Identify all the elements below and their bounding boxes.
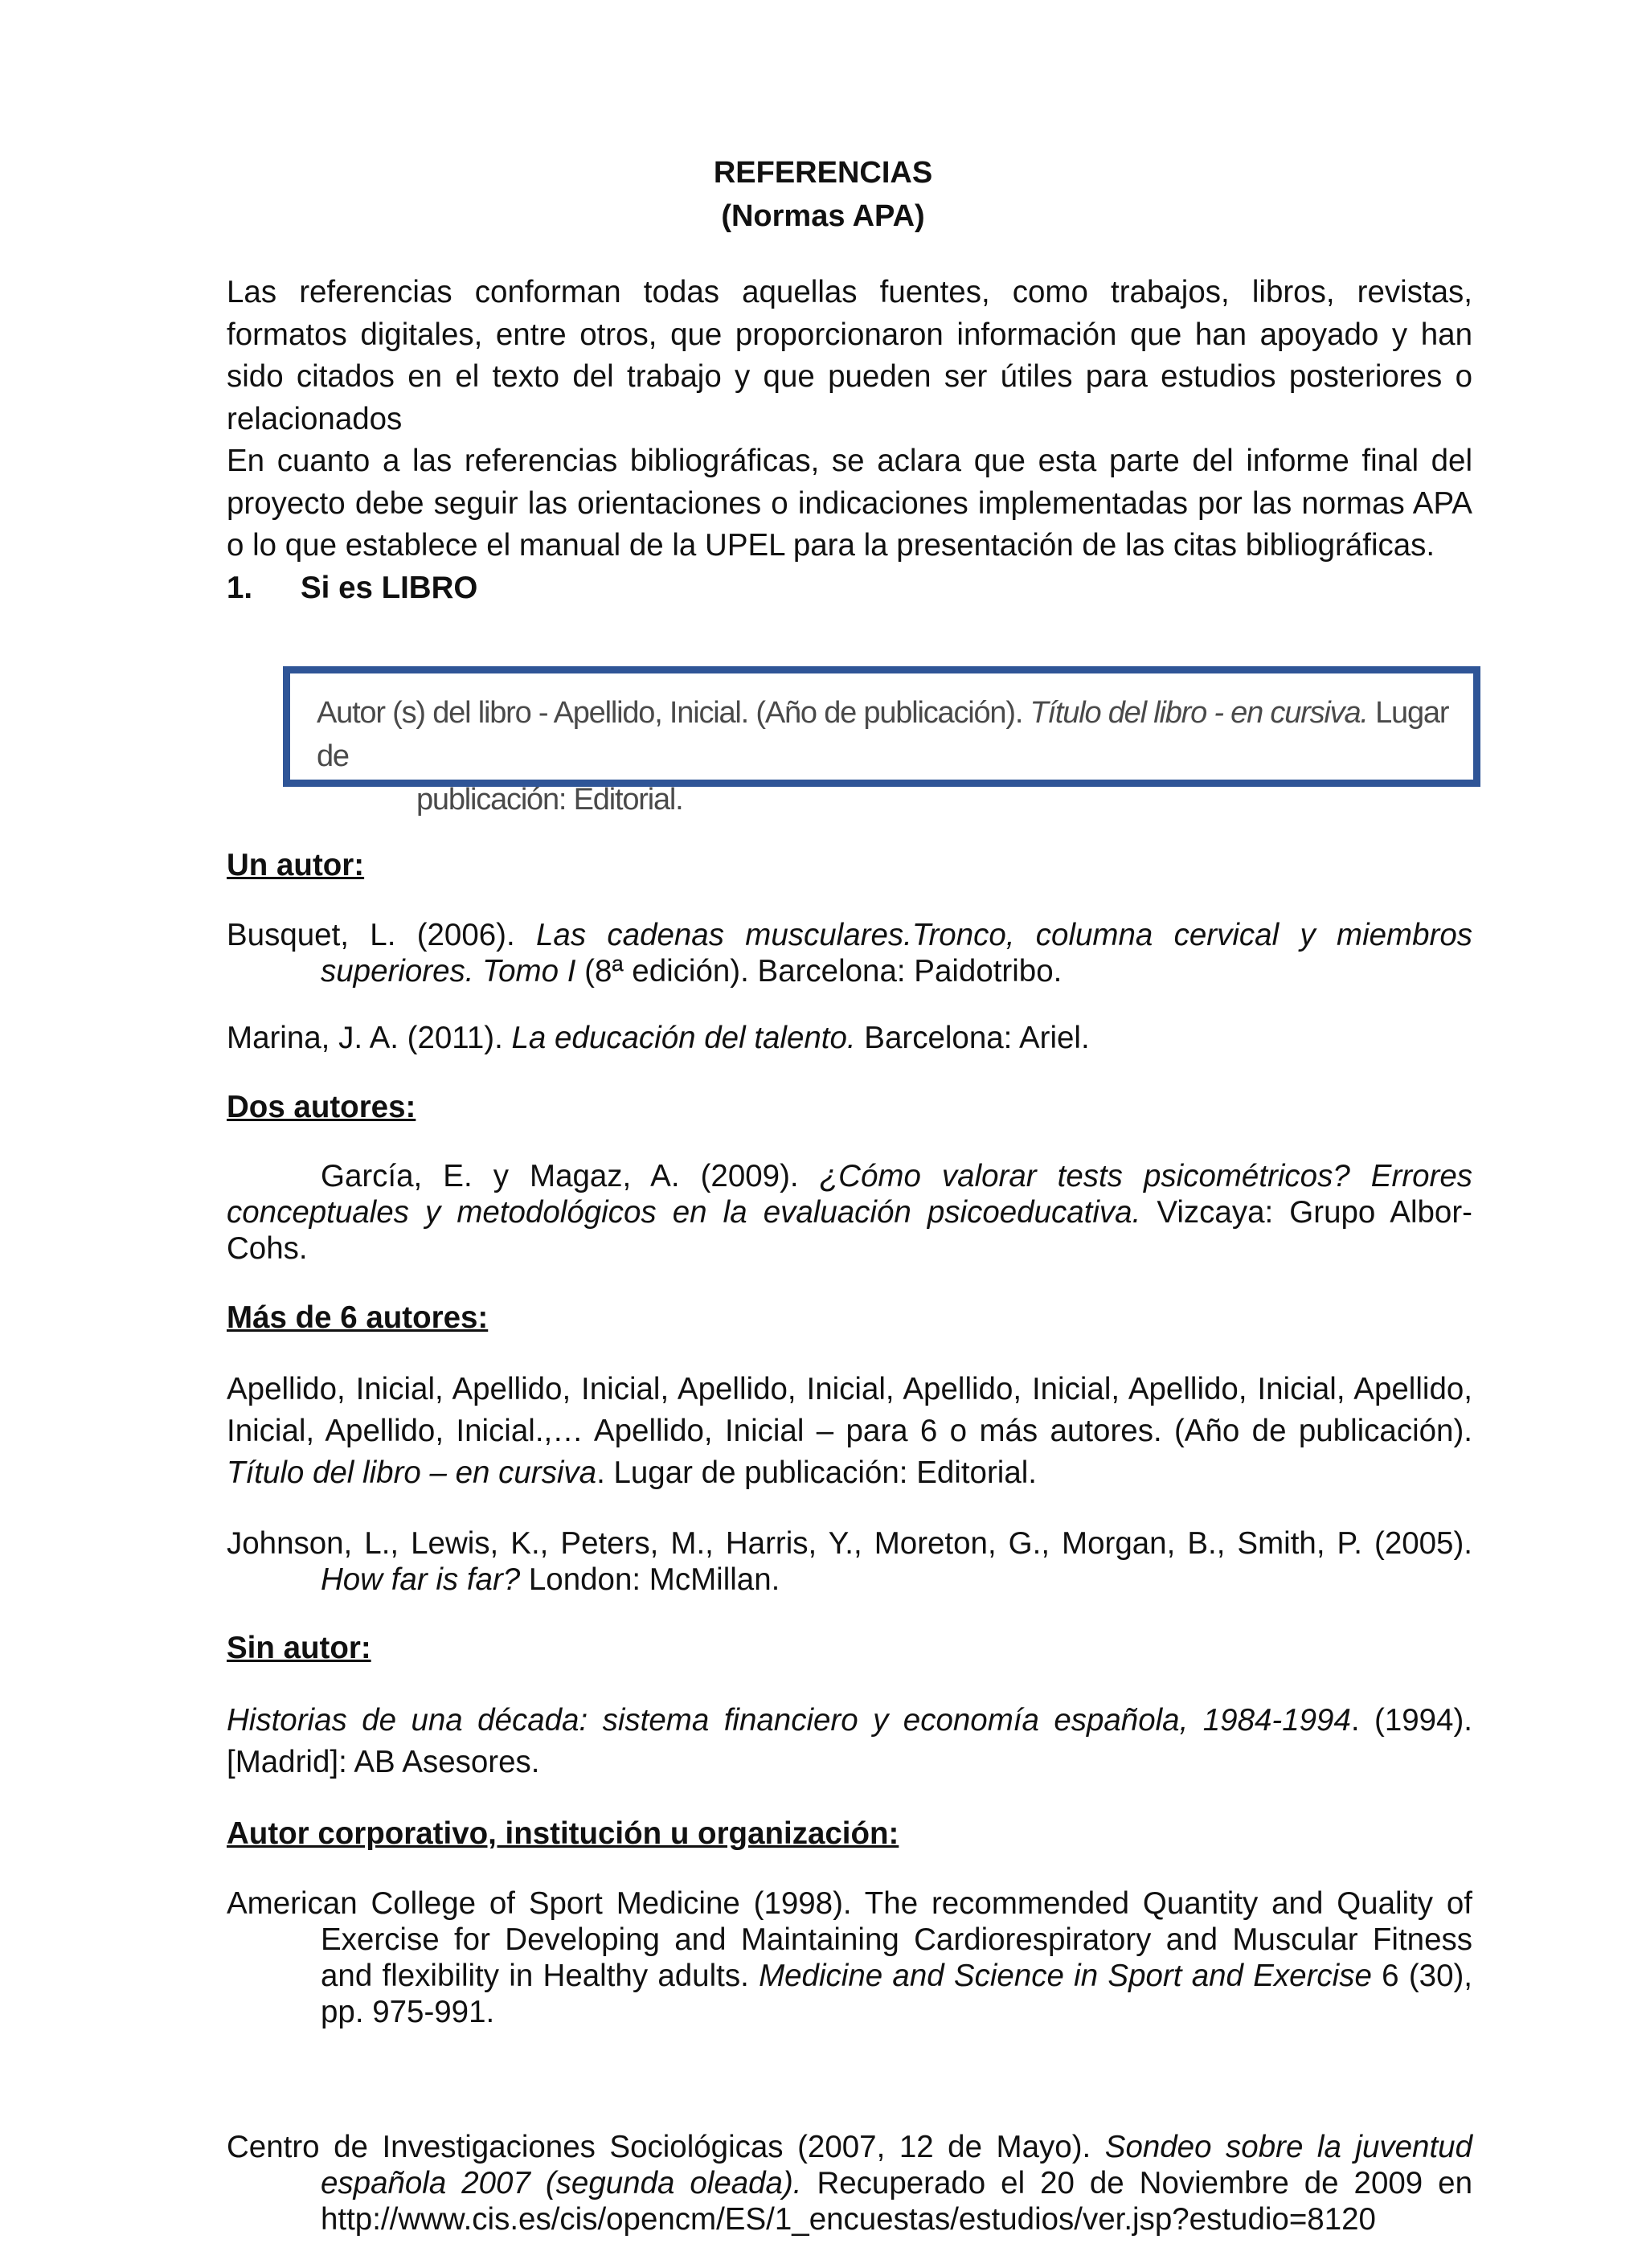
format-box-text (317, 691, 1466, 821)
reference-pattern: Apellido, Inicial, Apellido, Inicial, Apellido, Inicial, Apellido, Inicial, Apellido, Inicial, Apellido, Inicial, Apellido, Inicial.,… Apellido, Inicial – para 6 o más autores. (Año de publicación). Título del libro – en cursiva. Lugar de publicación: Editorial. (227, 1372, 1472, 1490)
spacer (227, 2061, 1472, 2098)
heading-dos-autores: Dos autores: (227, 1089, 416, 1124)
section-label: Si es LIBRO (301, 570, 478, 605)
format-place-part: Lugar de (317, 696, 1449, 773)
page-title (0, 151, 1646, 238)
heading-mas-de-6-autores: Más de 6 autores: (227, 1300, 489, 1335)
format-title-part: Título del libro - en cursiva. (1030, 696, 1368, 730)
reference-entry: Marina, J. A. (2011). La educación del talento. Barcelona: Ariel. (227, 1021, 1090, 1055)
references-section (227, 845, 1472, 2268)
reference-entry: American College of Sport Medicine (1998). The recommended Quantity and Quality of Exercise for Developing and Maintaining Cardiorespiratory and Muscular Fitness and flexibility in Healthy adults. Medicine and Science in Sport and Exercise 6 (30), pp. 975-991. (227, 1885, 1473, 2029)
format-author-part: Autor (s) del libro - Apellido, Inicial. (Año de publicación). (317, 696, 1030, 730)
section-number: 1. (227, 570, 253, 605)
title-line-1: REFERENCIAS (713, 156, 933, 190)
intro-section (227, 272, 1472, 609)
section-heading-libro (227, 567, 1472, 610)
intro-paragraph-1: Las referencias conforman todas aquellas fuentes, como trabajos, libros, revistas, formatos digitales, entre otros, que proporcionaron información que han apoyado y han sido citados en el texto del trabajo y que pueden ser útiles para estudios posteriores o relacionados (227, 275, 1472, 436)
reference-entry: Centro de Investigaciones Sociológicas (2007, 12 de Mayo). Sondeo sobre la juventud española 2007 (segunda oleada). Recuperado el 20 de Noviembre de 2009 en http://www.cis.es/cis/opencm/ES/1_encuestas/estudios/ver.jsp?estudio=8120 (227, 2129, 1472, 2237)
format-box-line-2: publicación: Editorial. (416, 783, 683, 817)
reference-entry: Historias de una década: sistema financiero y economía española, 1984-1994. (1994). [Madrid]: AB Asesores. (227, 1702, 1472, 1779)
reference-entry: Busquet, L. (2006). Las cadenas musculares.Tronco, columna cervical y miembros superiores. Tomo I (8ª edición). Barcelona: Paidotribo. (227, 917, 1473, 989)
reference-entry: García, E. y Magaz, A. (2009). ¿Cómo valorar tests psicométricos? Errores conceptuales y metodológicos en la evaluación psicoeducativa. Vizcaya: Grupo Albor-Cohs. (227, 1159, 1472, 1266)
heading-un-autor: Un autor: (227, 848, 365, 882)
format-box-line-1 (317, 691, 1466, 778)
title-line-2: (Normas APA) (721, 199, 925, 233)
format-box (283, 666, 1480, 817)
reference-entry: Johnson, L., Lewis, K., Peters, M., Harris, Y., Moreton, G., Morgan, B., Smith, P. (2005). How far is far? London: McMillan. (227, 1525, 1472, 1597)
heading-autor-corporativo: Autor corporativo, institución u organización: (227, 1816, 899, 1851)
intro-paragraph-2: En cuanto a las referencias bibliográficas, se aclara que esta parte del informe final del proyecto debe seguir las orientaciones o indicaciones implementadas por las normas APA o lo que establece el manual de la UPEL para la presentación de las citas bibliográficas. (227, 444, 1472, 563)
heading-sin-autor: Sin autor: (227, 1631, 371, 1665)
